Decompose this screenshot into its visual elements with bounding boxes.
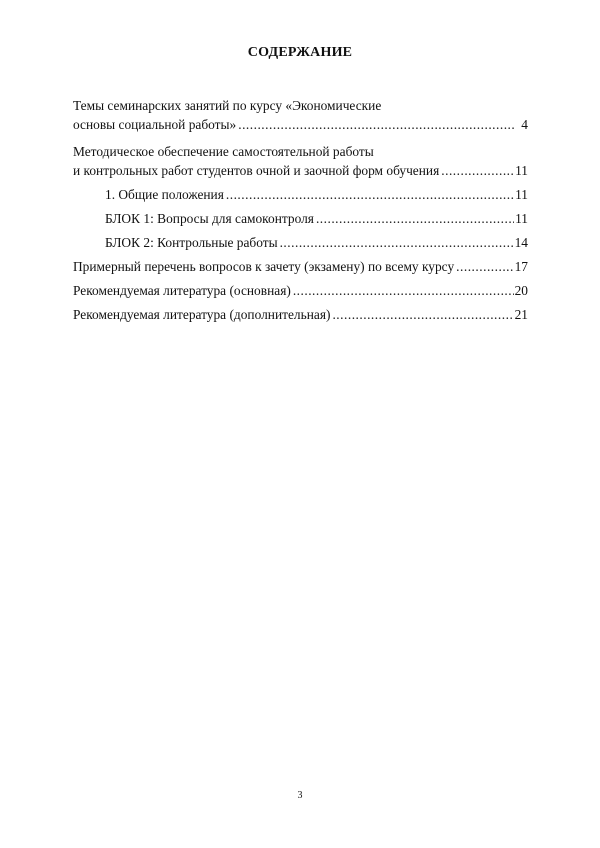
toc-entry-text-line: Рекомендуемая литература (дополнительная) — [73, 307, 331, 322]
dot-leader — [330, 305, 514, 324]
toc-page-number: 17 — [514, 259, 528, 274]
toc-heading: СОДЕРЖАНИЕ — [247, 45, 353, 60]
toc-page-number: 11 — [515, 211, 528, 226]
toc-entry-text-line: БЛОК 1: Вопросы для самоконтроля — [105, 211, 314, 226]
toc-page-number: 11 — [515, 163, 528, 178]
toc-page-number: 21 — [514, 307, 528, 322]
page-number: 3 — [297, 790, 303, 801]
toc-entry-text-line: и контрольных работ студентов очной и заочной форм обучения — [73, 163, 440, 178]
toc-entry-text-line: Примерный перечень вопросов к зачету (экзамену) по всему курсу — [73, 259, 455, 274]
toc-entry-text-line: БЛОК 2: Контрольные работы — [105, 235, 278, 250]
dot-leader — [278, 233, 514, 252]
dot-leader — [314, 209, 514, 228]
toc-entry-text-line: Темы семинарских занятий по курсу «Экономические — [73, 98, 382, 113]
toc-page-number: 4 — [521, 117, 528, 132]
dot-leader — [291, 281, 514, 300]
dot-leader — [224, 185, 514, 204]
toc-entry-literature-main[interactable] — [73, 281, 528, 300]
toc-entry-text-line: 1. Общие положения — [105, 187, 224, 202]
toc-page-number: 11 — [515, 187, 528, 202]
toc-entry-general-provisions[interactable] — [73, 185, 528, 204]
toc-entry-methodical-support[interactable] — [73, 142, 528, 180]
dot-leader — [236, 115, 514, 134]
toc-entry-block-1[interactable] — [73, 209, 528, 228]
toc-page-number: 20 — [514, 283, 528, 298]
toc-entry-text-line: Рекомендуемая литература (основная) — [73, 283, 291, 298]
dot-leader — [454, 257, 514, 276]
toc-entry-block-2[interactable] — [73, 233, 528, 252]
toc-entry-exam-questions[interactable] — [73, 257, 528, 276]
toc-entry-text-line: основы социальной работы» — [73, 117, 237, 132]
table-of-contents — [73, 96, 528, 324]
toc-entry-literature-additional[interactable] — [73, 305, 528, 324]
toc-page-number: 14 — [514, 235, 528, 250]
toc-entry-text-line: Методическое обеспечение самостоятельной работы — [73, 144, 374, 159]
toc-entry-seminar-topics[interactable] — [73, 96, 528, 134]
dot-leader — [439, 161, 514, 180]
